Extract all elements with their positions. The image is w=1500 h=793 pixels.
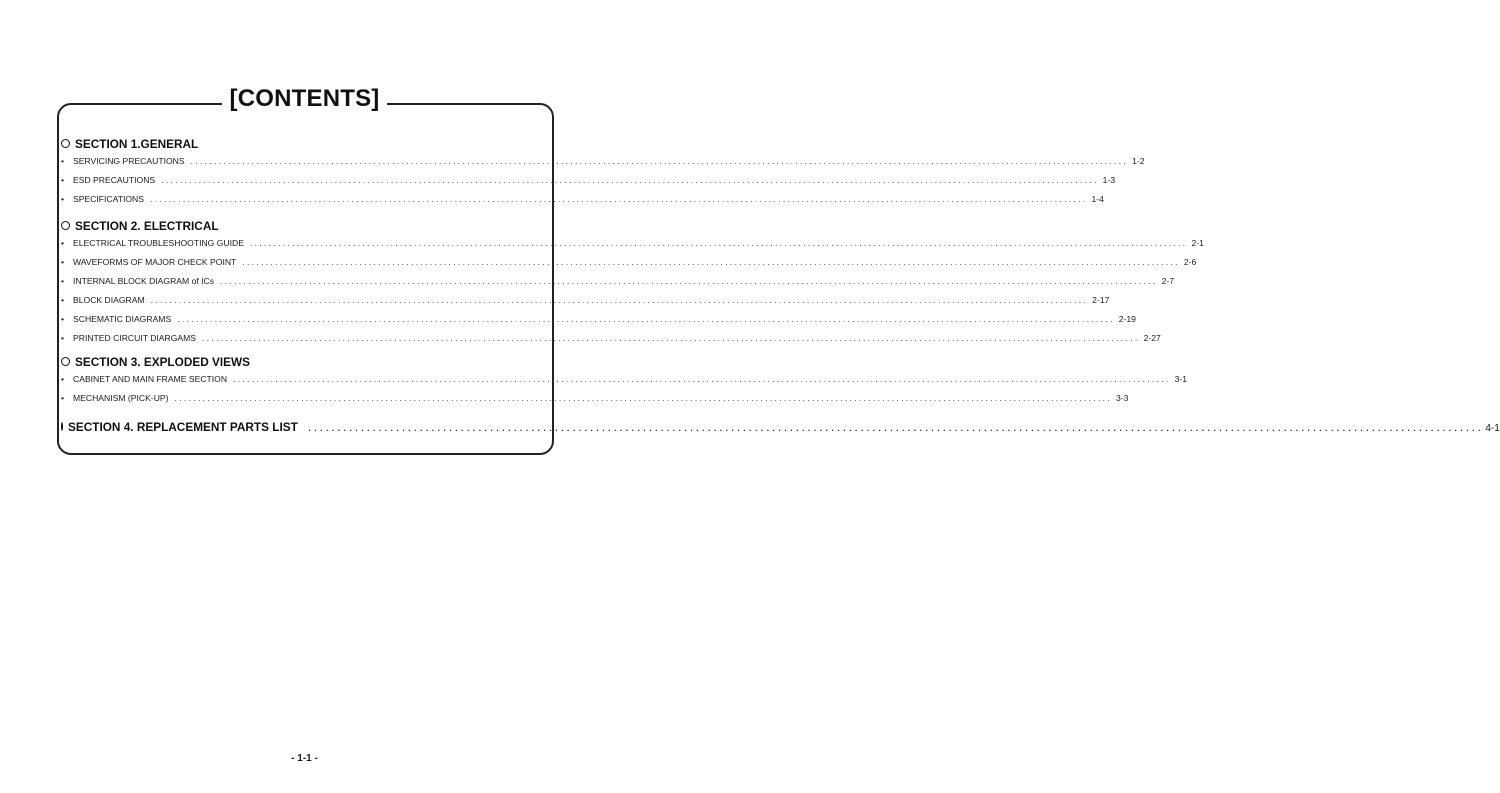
section-heading: SECTION 2. ELECTRICAL — [61, 218, 531, 234]
bullet-icon: • — [61, 194, 65, 204]
toc-entry-label: SCHEMATIC DIAGRAMS — [73, 314, 172, 324]
leader-dots: ........................................................................................................................................................................................................ — [202, 333, 1140, 343]
toc-entry-label: CABINET AND MAIN FRAME SECTION — [73, 374, 228, 384]
bullet-icon: • — [61, 156, 65, 166]
leader-dots: ........................................................................................................................................................................................................ — [249, 238, 1188, 248]
toc-entry-page: 1-2 — [1132, 156, 1145, 166]
leader-dots: ........................................................................................................................................................................................................ — [177, 314, 1115, 324]
section-electrical — [61, 218, 1204, 348]
circle-bullet-icon — [61, 357, 70, 366]
section-heading: SECTION 4. REPLACEMENT PARTS LIST — [68, 420, 298, 434]
page-title: [CONTENTS] — [222, 84, 388, 114]
toc-entry[interactable] — [61, 291, 1110, 310]
section-heading: SECTION 1.GENERAL — [61, 136, 531, 152]
toc-entry-page: 2-7 — [1161, 276, 1174, 286]
page-number: - 1-1 - — [291, 753, 318, 764]
leader-dots: ........................................................................................................................................................................................................ — [150, 194, 1088, 204]
leader-dots: ........................................................................................................................................................................................................ — [190, 156, 1129, 166]
toc-entry[interactable] — [61, 310, 1136, 329]
toc-entry-label: SPECIFICATIONS — [73, 194, 144, 204]
toc-entry-page: 3-3 — [1116, 393, 1129, 403]
toc-entry-page: 2-17 — [1092, 295, 1110, 305]
toc-entry-label: PRINTED CIRCUIT DIARGAMS — [73, 333, 197, 343]
bullet-icon: • — [61, 295, 65, 305]
toc-entry-label: BLOCK DIAGRAM — [73, 295, 145, 305]
toc-entry[interactable] — [61, 272, 1174, 291]
section-general — [61, 136, 1145, 209]
toc-entry-label: SERVICING PRECAUTIONS — [73, 156, 185, 166]
toc-entry-label: ESD PRECAUTIONS — [73, 175, 156, 185]
bullet-icon: • — [61, 238, 65, 248]
page-title-wrap — [0, 84, 609, 117]
toc-entry-page: 1-4 — [1091, 194, 1104, 204]
section-replacement-parts[interactable] — [61, 419, 1500, 435]
bullet-icon: • — [61, 314, 65, 324]
bullet-icon: • — [61, 333, 65, 343]
section-heading: SECTION 3. EXPLODED VIEWS — [61, 354, 531, 370]
toc-entry[interactable] — [61, 370, 1188, 389]
toc-entry[interactable] — [61, 329, 1161, 348]
bullet-icon: • — [61, 374, 65, 384]
toc-entry-page: 2-19 — [1118, 314, 1136, 324]
leader-dots: ........................................................................................................................................................................................................ — [161, 175, 1099, 185]
toc-entry-page: 4-1 — [1485, 423, 1500, 434]
toc-entry-label: INTERNAL BLOCK DIAGRAM of ICs — [73, 276, 215, 286]
circle-bullet-icon — [61, 139, 70, 148]
toc-entry[interactable] — [61, 234, 1204, 253]
toc-entry-label: WAVEFORMS OF MAJOR CHECK POINT — [73, 257, 237, 267]
toc-entry-label: MECHANISM (PICK-UP) — [73, 393, 169, 403]
toc-entry-page: 2-1 — [1191, 238, 1204, 248]
circle-bullet-icon — [61, 221, 70, 230]
toc-entry[interactable] — [61, 152, 1145, 171]
bullet-icon: • — [61, 257, 65, 267]
toc-entry-page: 2-6 — [1183, 257, 1197, 267]
section-exploded-views — [61, 354, 1188, 408]
leader-dots: ........................................................................................................................................................................................................ — [150, 295, 1089, 305]
toc-entry-label: ELECTRICAL TROUBLESHOOTING GUIDE — [73, 238, 244, 248]
leader-dots: ........................................................................................................................................................................................................ — [233, 374, 1171, 384]
leader-dots: ........................................................................................................................................................................................................ — [174, 393, 1113, 403]
bullet-icon: • — [61, 276, 65, 286]
circle-bullet-icon — [61, 422, 63, 431]
toc-entry-page: 1-3 — [1102, 175, 1116, 185]
toc-entry-page: 3-1 — [1174, 374, 1188, 384]
toc-entry[interactable] — [61, 171, 1116, 190]
toc-entry[interactable] — [61, 253, 1197, 272]
leader-dots: ........................................................................................................................................................................................................ — [242, 257, 1180, 267]
toc-entry-page: 2-27 — [1143, 333, 1161, 343]
leader-dots: ........................................................................................................................................................................................................ — [307, 420, 1484, 434]
bullet-icon: • — [61, 175, 65, 185]
toc-entry[interactable] — [61, 389, 1129, 408]
bullet-icon: • — [61, 393, 65, 403]
leader-dots: ........................................................................................................................................................................................................ — [220, 276, 1158, 286]
toc-entry[interactable] — [61, 190, 1104, 209]
